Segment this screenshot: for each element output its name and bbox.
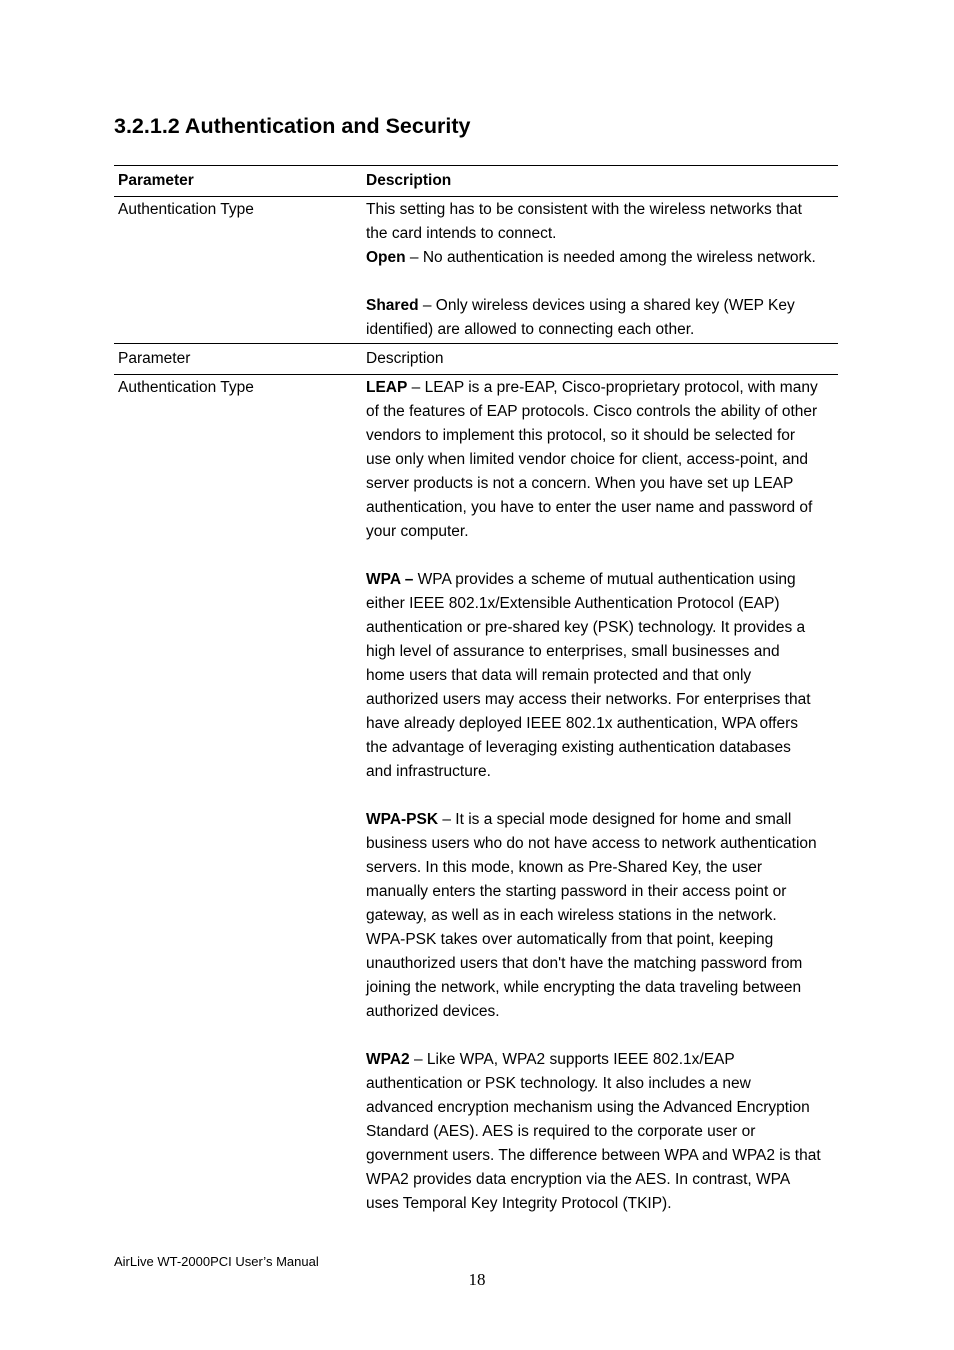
table-header-row — [114, 165, 838, 197]
shared-text: – Only wireless devices using a shared key (WEP Key — [418, 297, 795, 314]
wpapsk-line: joining the network, while encrypting the data traveling between — [366, 979, 802, 996]
wpa2-line: Standard (AES). AES is required to the corporate user or — [366, 1123, 756, 1140]
wpapsk-line: manually enters the starting password in their access point or — [366, 883, 787, 900]
row-parameter: Authentication Type — [118, 201, 254, 218]
wpapsk-line: authorized devices. — [366, 1003, 500, 1020]
wpa-line: authentication or pre-shared key (PSK) technology. It provides a — [366, 619, 806, 636]
leap-line: your computer. — [366, 523, 469, 540]
header-parameter: Parameter — [118, 172, 194, 189]
open-term: Open — [366, 249, 406, 266]
wpapsk-line — [366, 808, 838, 832]
leap-term: LEAP — [366, 379, 408, 396]
wpa-line: home users that data will remain protected and that only — [366, 667, 752, 684]
shared-line — [366, 294, 838, 318]
page-number: 18 — [468, 1270, 486, 1289]
open-text: – No authentication is needed among the wireless network. — [405, 249, 816, 266]
wpa-line: and infrastructure. — [366, 763, 491, 780]
wpa-line: the advantage of leveraging existing authentication databases — [366, 739, 791, 756]
wpa-line — [366, 568, 838, 592]
open-line — [366, 246, 838, 270]
wpa2-line — [366, 1048, 838, 1072]
wpa2-term: WPA2 — [366, 1051, 410, 1068]
wpapsk-line: unauthorized users that don't have the matching password from — [366, 955, 803, 972]
intro-line: This setting has to be consistent with the wireless networks that — [366, 201, 802, 218]
wpapsk-term: WPA-PSK — [366, 811, 439, 828]
wpa-line: have already deployed IEEE 802.1x authentication, WPA offers — [366, 715, 798, 732]
row-description — [366, 197, 838, 343]
wpa2-line: government users. The difference between WPA and WPA2 is that — [366, 1147, 821, 1164]
wpapsk-line: gateway, as well as in each wireless stations in the network. — [366, 907, 777, 924]
row-description — [366, 375, 838, 1217]
leap-text: – LEAP is a pre-EAP, Cisco-proprietary protocol, with many — [407, 379, 818, 396]
footer-manual-name: AirLive WT-2000PCI User’s Manual — [114, 1254, 319, 1269]
header-parameter: Parameter — [118, 350, 191, 367]
table-row — [114, 375, 838, 1217]
page-title: 3.2.1.2 Authentication and Security — [114, 114, 471, 138]
wpapsk-text: – It is a special mode designed for home and small — [438, 811, 792, 828]
shared-term: Shared — [366, 297, 419, 314]
wpa2-text: – Like WPA, WPA2 supports IEEE 802.1x/EAP — [409, 1051, 735, 1068]
wpa2-line: authentication or PSK technology. It also includes a new — [366, 1075, 751, 1092]
intro-line: the card intends to connect. — [366, 225, 557, 242]
wpa2-line: uses Temporal Key Integrity Protocol (TKIP). — [366, 1195, 672, 1212]
wpa-text: WPA provides a scheme of mutual authentication using — [413, 571, 796, 588]
leap-line: vendors to implement this protocol, so it should be selected for — [366, 427, 796, 444]
wpa-line: authorized users may access their networks. For enterprises that — [366, 691, 811, 708]
shared-line: identified) are allowed to connecting each other. — [366, 321, 695, 338]
wpapsk-line: business users who do not have access to network authentication — [366, 835, 817, 852]
leap-line: server products is not a concern. When you have set up LEAP — [366, 475, 794, 492]
wpa-term: WPA – — [366, 571, 414, 588]
wpa-line: high level of assurance to enterprises, small businesses and — [366, 643, 780, 660]
row-parameter: Authentication Type — [118, 379, 254, 396]
header-description: Description — [366, 172, 452, 189]
parameter-table — [114, 165, 838, 1217]
leap-line: of the features of EAP protocols. Cisco controls the ability of other — [366, 403, 818, 420]
table-row — [114, 197, 838, 344]
wpa2-line: advanced encryption mechanism using the Advanced Encryption — [366, 1099, 810, 1116]
wpapsk-line: WPA-PSK takes over automatically from that point, keeping — [366, 931, 774, 948]
wpa-line: either IEEE 802.1x/Extensible Authentication Protocol (EAP) — [366, 595, 780, 612]
leap-line: use only when limited vendor choice for client, access-point, and — [366, 451, 808, 468]
header-description: Description — [366, 350, 444, 367]
wpa2-line: WPA2 provides data encryption via the AES. In contrast, WPA — [366, 1171, 791, 1188]
wpapsk-line: servers. In this mode, known as Pre-Shared Key, the user — [366, 859, 763, 876]
table-header-row — [114, 344, 838, 375]
leap-line — [366, 376, 838, 400]
leap-line: authentication, you have to enter the user name and password of — [366, 499, 813, 516]
